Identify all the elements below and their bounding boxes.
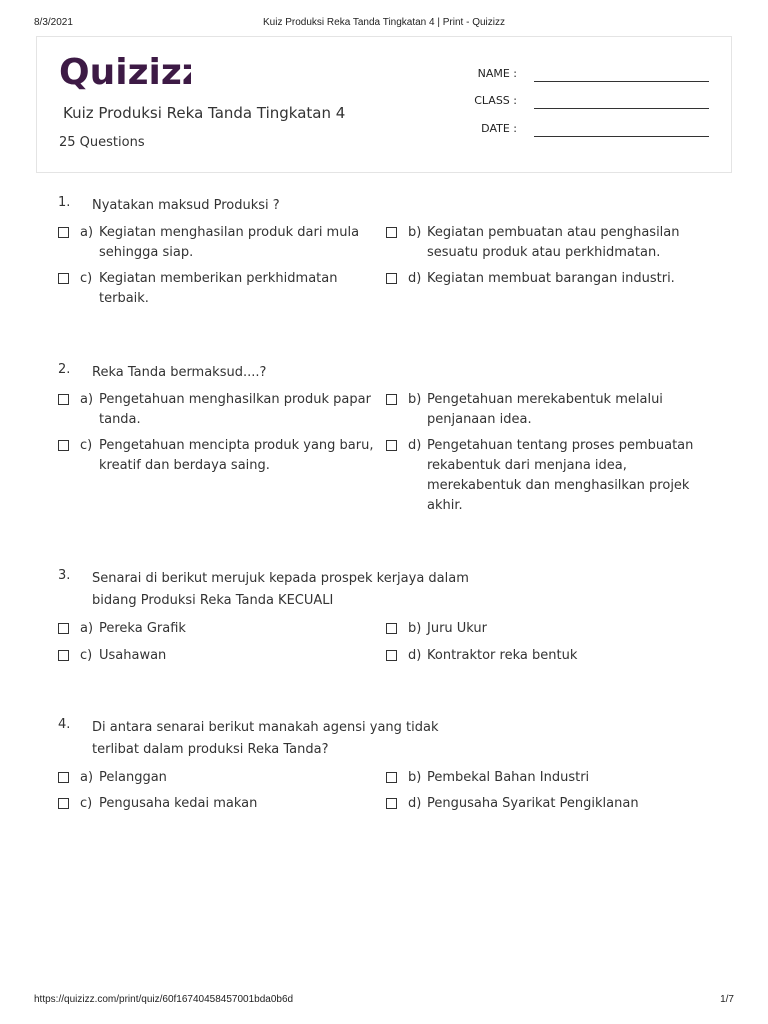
question-text: Nyatakan maksud Produksi ? — [92, 198, 280, 213]
svg-text:Quizizz: Quizizz — [59, 54, 191, 90]
option-text: Kegiatan menghasilan produk dari mula sehingga siap. — [99, 225, 360, 260]
quizizz-logo — [59, 54, 191, 94]
checkbox[interactable] — [58, 798, 69, 809]
question-number: 1. — [58, 195, 71, 210]
name-field[interactable] — [479, 67, 709, 85]
checkbox[interactable] — [58, 772, 69, 783]
question-number: 2. — [58, 362, 71, 377]
checkbox[interactable] — [386, 650, 397, 661]
date-label: DATE : — [481, 122, 517, 135]
option-letter: c) — [80, 438, 93, 453]
option-letter: d) — [408, 648, 422, 663]
print-title: Kuiz Produksi Reka Tanda Tingkatan 4 | Print - Quizizz — [263, 17, 505, 28]
option-text: Kegiatan pembuatan atau penghasilan sesuatu produk atau perkhidmatan. — [427, 225, 680, 260]
option-letter: a) — [80, 225, 94, 240]
checkbox[interactable] — [58, 650, 69, 661]
option-text: Kegiatan memberikan perkhidmatan terbaik. — [99, 271, 338, 306]
name-line[interactable] — [534, 81, 709, 82]
option-text: Pengusaha kedai makan — [99, 796, 258, 811]
name-label: NAME : — [477, 67, 517, 80]
print-header — [34, 17, 734, 31]
option-letter: a) — [80, 621, 94, 636]
checkbox[interactable] — [386, 772, 397, 783]
option-text: Pengetahuan tentang proses pembuatan rekabentuk dari menjana idea, merekabentuk dan menghasilkan projek akhir. — [427, 438, 694, 513]
option-letter: b) — [408, 770, 422, 785]
quiz-title: Kuiz Produksi Reka Tanda Tingkatan 4 — [63, 104, 346, 122]
option-letter: b) — [408, 621, 422, 636]
checkbox[interactable] — [386, 798, 397, 809]
checkbox[interactable] — [386, 394, 397, 405]
option-text: Pembekal Bahan Industri — [427, 770, 590, 785]
option-text: Pereka Grafik — [99, 621, 186, 636]
checkbox[interactable] — [386, 227, 397, 238]
option-letter: d) — [408, 438, 422, 453]
option-letter: c) — [80, 648, 93, 663]
checkbox[interactable] — [58, 623, 69, 634]
option-letter: c) — [80, 271, 93, 286]
page-number: 1/7 — [720, 994, 734, 1005]
date-line[interactable] — [534, 136, 709, 137]
option-text: Pengetahuan mencipta produk yang baru, kreatif dan berdaya saing. — [99, 438, 374, 473]
checkbox[interactable] — [386, 623, 397, 634]
question-count: 25 Questions — [59, 135, 145, 150]
option-letter: b) — [408, 225, 422, 240]
checkbox[interactable] — [386, 273, 397, 284]
quiz-header-card — [36, 36, 732, 173]
option-text: Kegiatan membuat barangan industri. — [427, 271, 675, 286]
option-text: Pengusaha Syarikat Pengiklanan — [427, 796, 639, 811]
question-number: 3. — [58, 568, 71, 583]
option-letter: a) — [80, 770, 94, 785]
option-text: Pengetahuan menghasilkan produk papar tanda. — [99, 392, 371, 427]
option-letter: b) — [408, 392, 422, 407]
class-label: CLASS : — [474, 94, 517, 107]
checkbox[interactable] — [58, 394, 69, 405]
option-text: Usahawan — [99, 648, 167, 663]
date-field[interactable] — [479, 122, 709, 140]
class-field[interactable] — [474, 94, 709, 112]
checkbox[interactable] — [58, 440, 69, 451]
question-text: Reka Tanda bermaksud....? — [92, 365, 267, 380]
option-text: Kontraktor reka bentuk — [427, 648, 578, 663]
option-letter: a) — [80, 392, 94, 407]
class-line[interactable] — [534, 108, 709, 109]
option-text: Pengetahuan merekabentuk melalui penjanaan idea. — [427, 392, 663, 427]
option-text: Pelanggan — [99, 770, 167, 785]
print-footer — [34, 994, 734, 1008]
print-date: 8/3/2021 — [34, 17, 73, 28]
option-letter: d) — [408, 796, 422, 811]
option-text: Juru Ukur — [427, 621, 488, 636]
print-url: https://quizizz.com/print/quiz/60f16740458457001bda0b6d — [34, 994, 294, 1005]
question-text: Di antara senarai berikut manakah agensi yang tidak terlibat dalam produksi Reka Tanda? — [92, 720, 439, 757]
option-letter: c) — [80, 796, 93, 811]
option-letter: d) — [408, 271, 422, 286]
question-number: 4. — [58, 717, 71, 732]
checkbox[interactable] — [58, 273, 69, 284]
checkbox[interactable] — [386, 440, 397, 451]
checkbox[interactable] — [58, 227, 69, 238]
question-text: Senarai di berikut merujuk kepada prospek kerjaya dalam bidang Produksi Reka Tanda KECUALI — [92, 571, 469, 608]
